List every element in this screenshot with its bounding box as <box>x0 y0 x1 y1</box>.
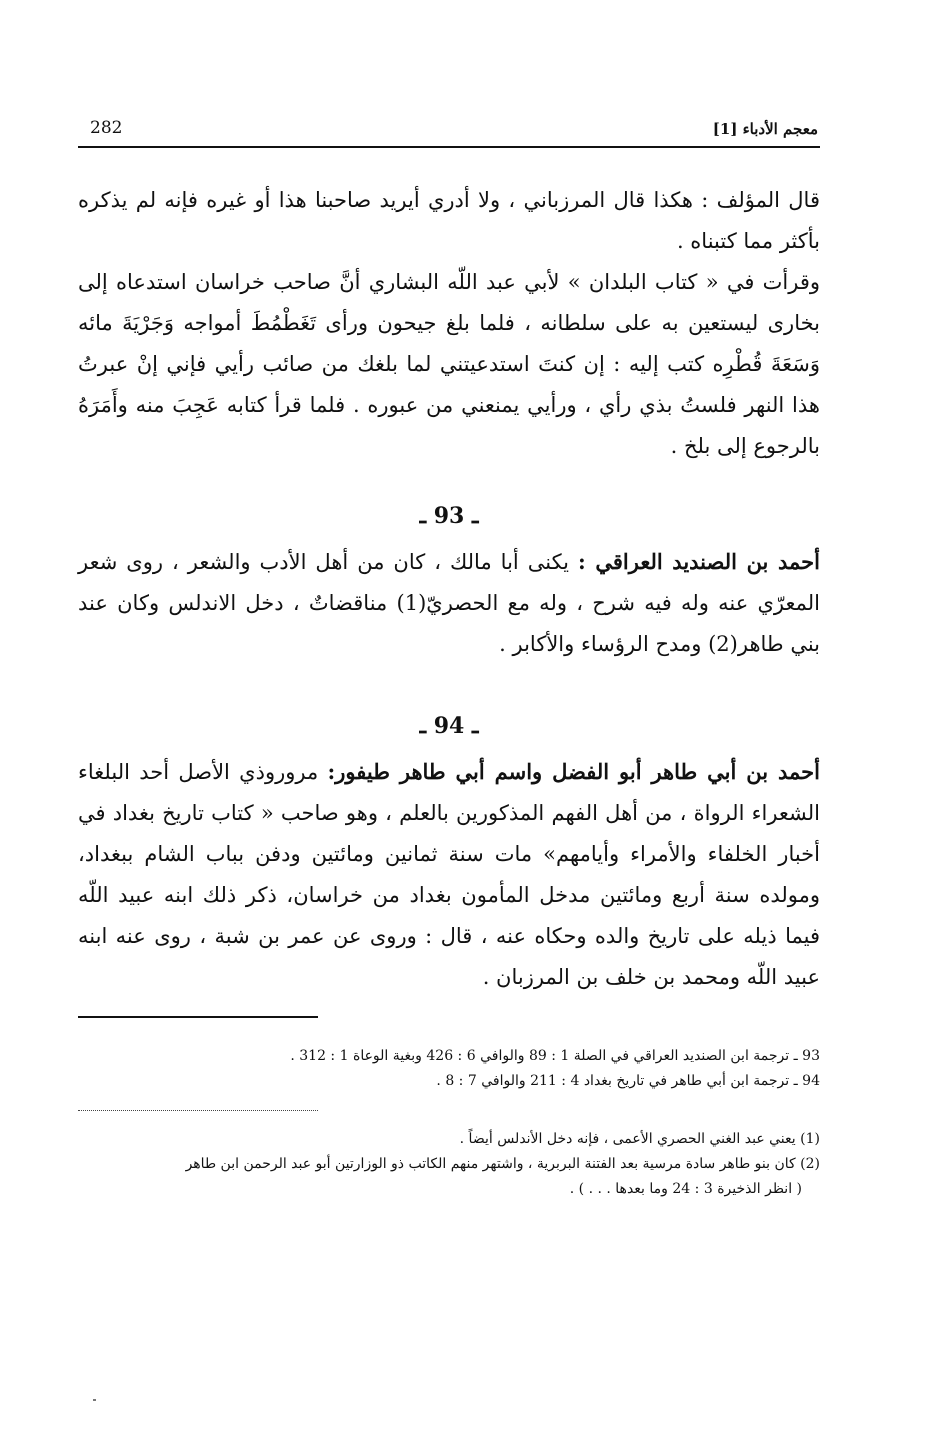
footnotes <box>78 1127 820 1202</box>
intro-paragraph: قال المؤلف : هكذا قال المرزباني ، ولا أدري أيريد صاحبنا هذا أو غيره فإنه لم يذكره بأكثر مما كتبناه . <box>78 188 820 253</box>
entry-name: أحمد بن الصنديد العراقي : <box>578 549 820 574</box>
entry-name: أحمد بن أبي طاهر أبو الفضل واسم أبي طاهر طيفور: <box>327 759 820 784</box>
running-header <box>78 108 820 148</box>
reference-note: 94 ـ ترجمة ابن أبي طاهر في تاريخ بغداد 4 : 211 والوافي 7 : 8 . <box>436 1073 820 1089</box>
entry-number: ـ 94 ـ <box>419 713 479 739</box>
footnote: (1) يعني عبد الغني الحصري الأعمى ، فإنه دخل الأندلس أيضاً . <box>459 1131 820 1147</box>
entry-number: ـ 93 ـ <box>419 503 479 529</box>
notes-divider <box>78 1016 318 1018</box>
entry-text: مروروذي الأصل أحد البلغاء الشعراء الرواة ، من أهل الفهم المذكورين بالعلم ، وهو صاحب « كتاب تاريخ بغداد في أخبار الخلفاء والأمراء وأيامهم» مات سنة ثمانين ومائتين ودفن بباب الشام ببغداد، ومولده سنة أربع ومائتين مدخل المأمون بغداد من خراسان، ذكر ذلك ابنه عبيد اللّه فيما ذيله على تاريخ والده وحكاه عنه ، قال : وروى عن عمر بن شبة ، روى عنه ابنه عبيد اللّه ومحمد بن خلف بن المرزبان . <box>78 760 820 989</box>
footnote: (2) كان بنو طاهر سادة مرسية بعد الفتنة البربرية ، واشتهر منهم الكاتب ذو الوزارتين أبو عبد الرحمن ابن طاهر <box>185 1156 820 1172</box>
entry-text: يكنى أبا مالك ، كان من أهل الأدب والشعر ، روى شعر المعرّي عنه وله فيه شرح ، وله مع الحصريّ(1) مناقضاتٌ ، دخل الاندلس وكان عند بني طاهر(2) ومدح الرؤساء والأكابر . <box>78 550 820 656</box>
entry-paragraph <box>78 751 820 998</box>
reference-note: 93 ـ ترجمة ابن الصنديد العراقي في الصلة 1 : 89 والوافي 6 : 426 وبغية الوعاة 1 : 312 . <box>290 1048 820 1064</box>
running-title: معجم الأدباء [1] <box>712 120 818 138</box>
entry-paragraph <box>78 541 820 665</box>
footnote-continuation: ( انظر الذخيرة 3 : 24 وما بعدها . . . ) . <box>569 1181 802 1197</box>
book-page <box>78 108 820 1202</box>
footnote-divider <box>78 1110 318 1111</box>
intro-paragraph: وقرأت في « كتاب البلدان » لأبي عبد اللّه البشاري أنَّ صاحب خراسان استدعاه إلى بخارى ليستعين به على سلطانه ، فلما بلغ جيحون ورأى تَغَطْمُطَ أمواجه وَجَرْيَةَ مائه وَسَعَةَ قُطْرِه كتب إليه : إن كنتَ استدعيتني لما بلغك من صائب رأيي فإني إنْ عبرتُ هذا النهر فلستُ بذي رأي ، ورأيي يمنعني من عبوره . فلما قرأ كتابه عَجِبَ منه وأَمَرَهُ بالرجوع إلى بلخ . <box>78 270 820 458</box>
page-number: 282 <box>90 118 123 138</box>
main-text <box>78 180 820 998</box>
reference-notes <box>78 1044 820 1094</box>
scan-speck <box>93 1399 96 1401</box>
